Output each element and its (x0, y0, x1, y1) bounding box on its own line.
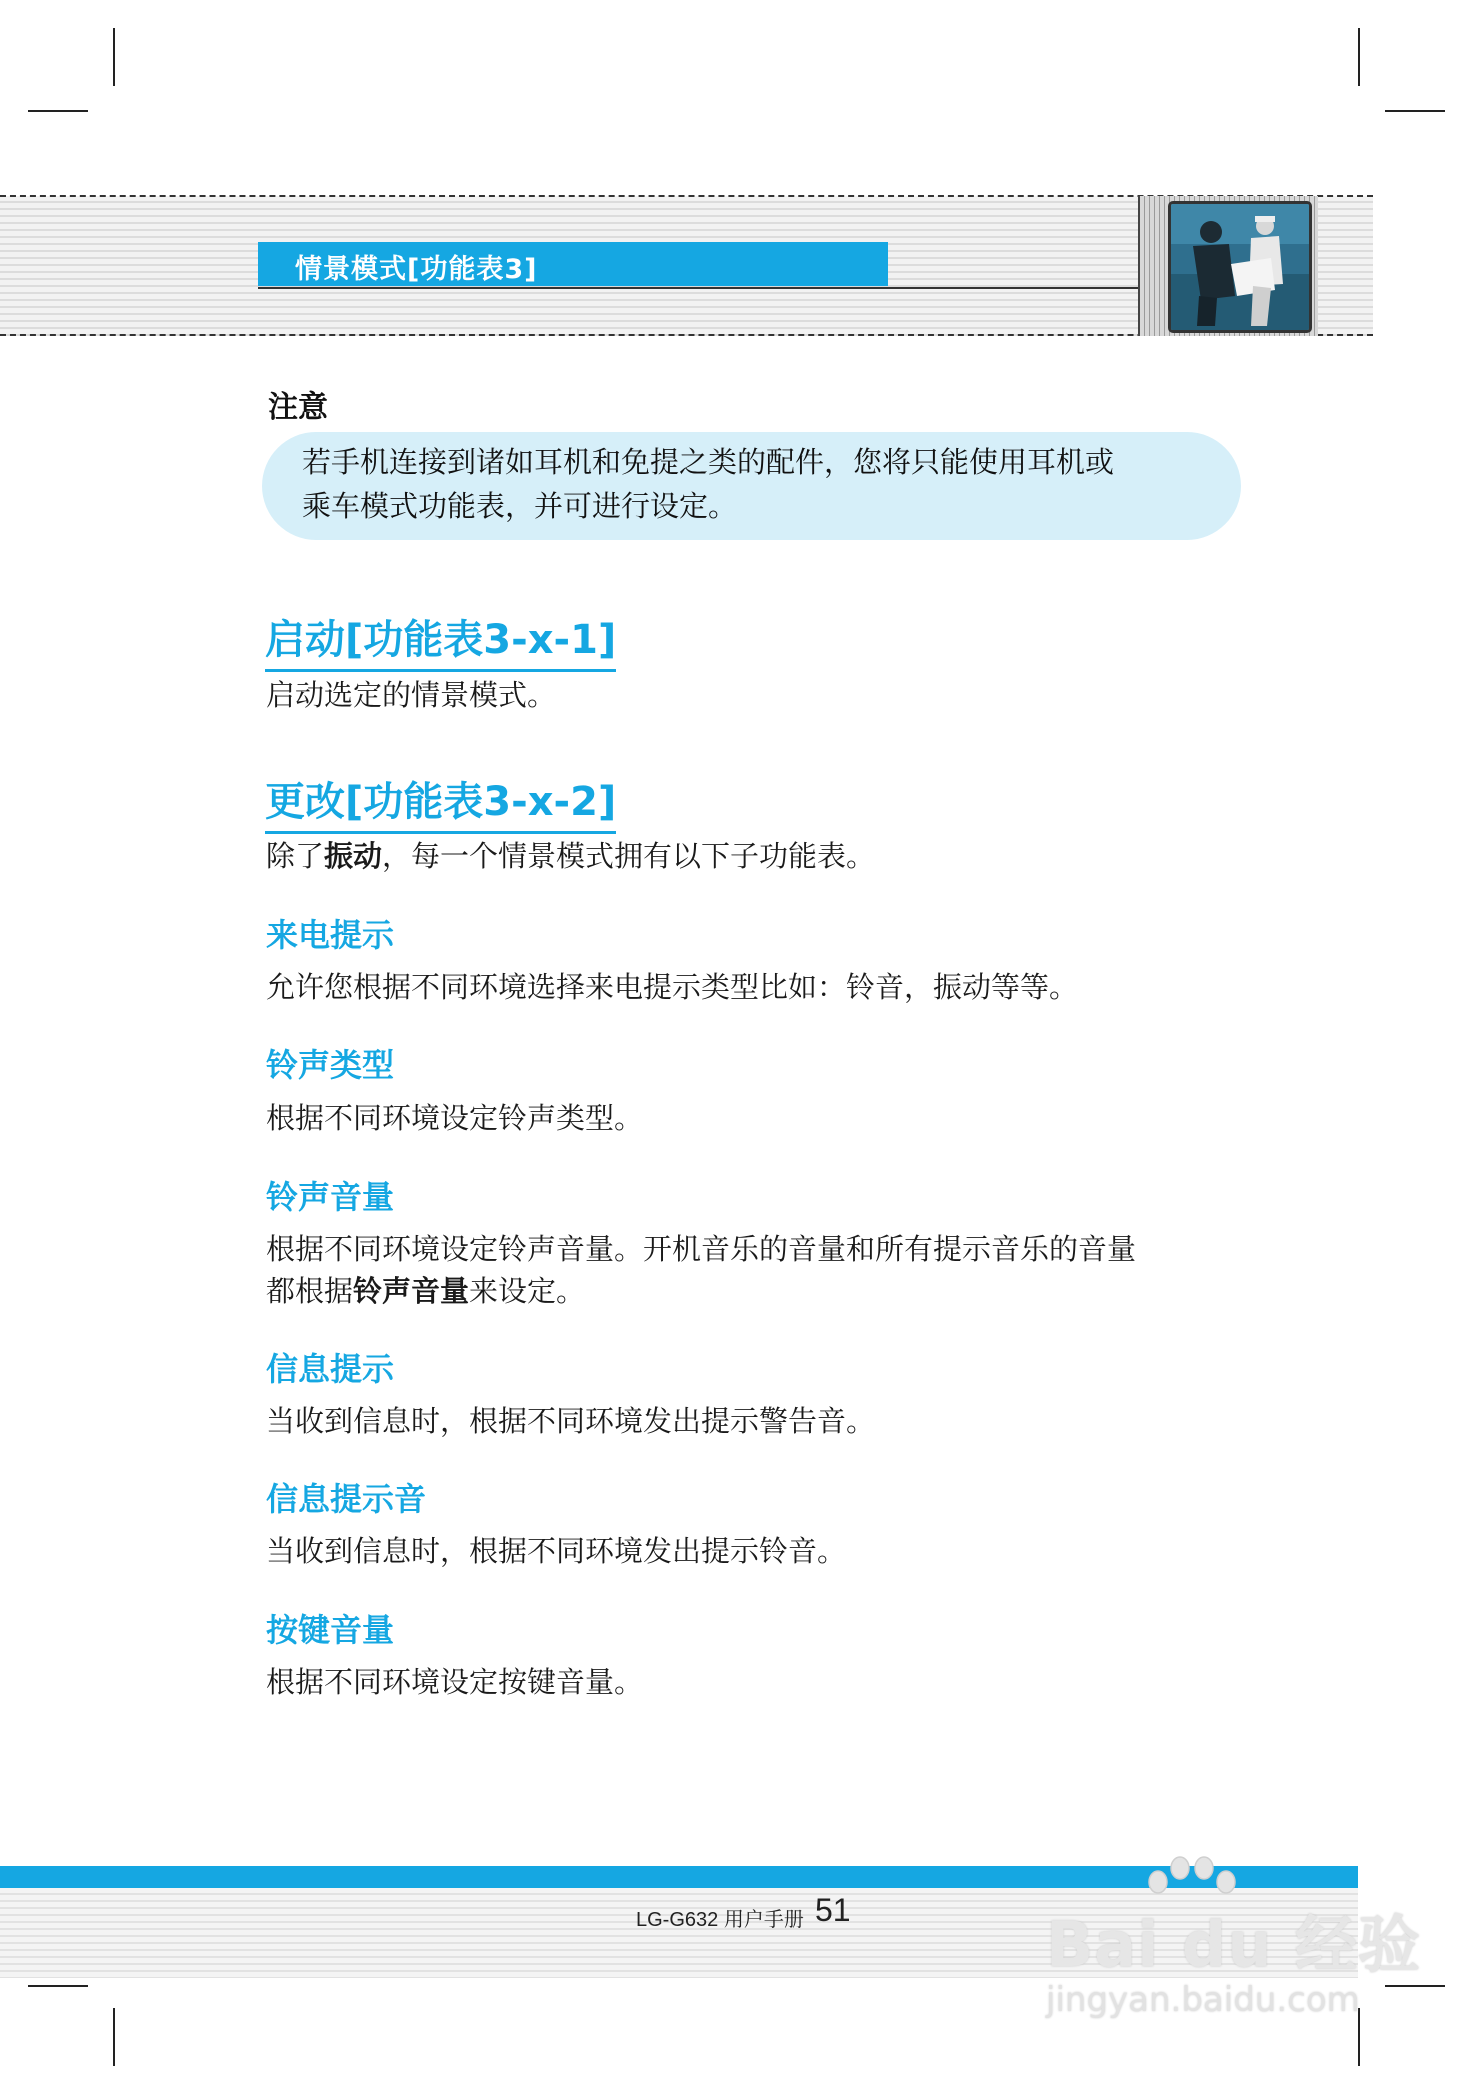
section-title-start: 启动[功能表3-x-1] (265, 608, 616, 672)
page-number: 51 (815, 1892, 851, 1928)
section-text-start: 启动选定的情景模式。 (266, 678, 557, 712)
subsection-title-msg-tone: 信息提示音 (266, 1480, 427, 1518)
subsection-title-ring-volume: 铃声音量 (266, 1178, 395, 1216)
crop-mark (113, 2008, 115, 2066)
crop-mark (28, 110, 88, 112)
note-line-2: 乘车模式功能表，并可进行设定。 (302, 489, 738, 523)
subsection-title-msg-alert: 信息提示 (266, 1350, 395, 1388)
subsection-title-key-volume: 按键音量 (266, 1611, 395, 1649)
change-text-a: 除了 (266, 839, 325, 873)
crop-mark (113, 28, 115, 86)
ring-volume-line-1: 根据不同环境设定铃声音量。开机音乐的音量和所有提示音乐的音量 (266, 1232, 1137, 1266)
section-text-change (266, 835, 1246, 877)
change-text-b: ，每一个情景模式拥有以下子功能表。 (382, 839, 876, 873)
subsection-text-call-alert: 允许您根据不同环境选择来电提示类型比如：铃音，振动等等。 (266, 970, 1079, 1004)
watermark-logo: Bai du 经验 (1046, 1908, 1422, 1981)
ring-volume-line-2-a: 都根据 (266, 1274, 354, 1308)
crop-mark (28, 1985, 88, 1987)
note-text (302, 440, 1222, 528)
phone-photo-image (1168, 201, 1312, 333)
subsection-text-msg-tone: 当收到信息时，根据不同环境发出提示铃音。 (266, 1534, 847, 1568)
change-text-bold: 振动 (324, 839, 383, 873)
crop-mark (1358, 28, 1360, 86)
ring-volume-line-2-bold: 铃声音量 (353, 1274, 470, 1308)
note-heading: 注意 (268, 390, 328, 425)
subsection-text-ring-type: 根据不同环境设定铃声类型。 (266, 1101, 644, 1135)
subsection-text-ring-volume (266, 1228, 1246, 1312)
subsection-title-ring-type: 铃声类型 (266, 1046, 395, 1084)
subsection-text-msg-alert: 当收到信息时，根据不同环境发出提示警告音。 (266, 1404, 876, 1438)
ring-volume-line-2-b: 来设定。 (469, 1274, 586, 1308)
ring-volume-line-2 (266, 1270, 1246, 1312)
subsection-text-key-volume: 根据不同环境设定按键音量。 (266, 1665, 644, 1699)
header-underline (258, 287, 1138, 289)
section-title-change: 更改[功能表3-x-2] (265, 770, 616, 834)
subsection-title-call-alert: 来电提示 (266, 916, 395, 954)
footer-model: LG-G632 用户手册 (636, 1909, 804, 1931)
crop-mark (1385, 1985, 1445, 1987)
note-line-1: 若手机连接到诸如耳机和免提之类的配件，您将只能使用耳机或 (302, 445, 1115, 479)
watermark-url: jingyan.baidu.com (1046, 1980, 1360, 2020)
header-title: 情景模式[功能表3] (295, 254, 538, 285)
crop-mark (1385, 110, 1445, 112)
